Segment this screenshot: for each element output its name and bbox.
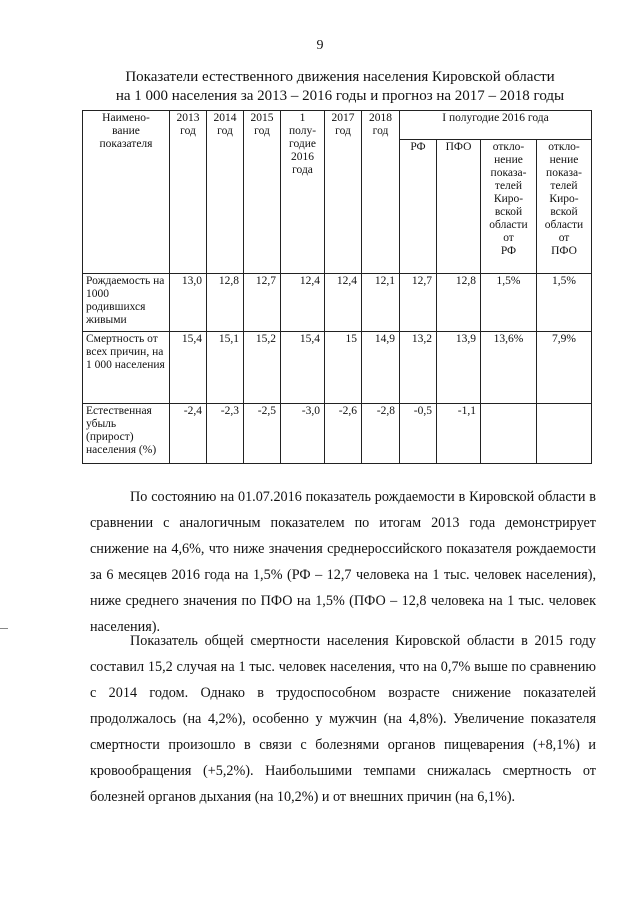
subheader-pfo: ПФО (437, 140, 481, 274)
paragraph-mortality (90, 628, 596, 810)
paragraph-text: Показатель общей смертности населения Кировской области в 2015 году составил 15,2 случая на 1 тыс. человек населения, что на 0,7% выше по сравнению с 2014 годом. Однако в трудоспособном возрасте снижение показателей продолжалось (на 4,2%), особенно у мужчин (на 4,8%). Увеличение показателя смертности произошло в связи с болезнями органов пищеварения (+8,1%) и кровообращения (+5,2%). Наибольшими темпами снижалась смертность от болезней органов дыхания (на 10,2%) и от внешних причин (на 6,1%). (90, 633, 596, 805)
header-group-half-2016: I полугодие 2016 года (400, 111, 592, 140)
table-cell: 13,2 (400, 332, 437, 404)
table-title (60, 68, 620, 106)
stats-table (82, 110, 592, 464)
table-cell: 13,9 (437, 332, 481, 404)
row-label-birth-rate: Рождаемость на 1000 родившихся живыми (83, 274, 170, 332)
table-cell: 12,8 (207, 274, 244, 332)
table-cell: 15,1 (207, 332, 244, 404)
table-cell: -1,1 (437, 404, 481, 464)
header-year-2017: 2017 год (325, 111, 362, 274)
header-year-2014: 2014 год (207, 111, 244, 274)
table-cell: 14,9 (362, 332, 400, 404)
table-cell: 1,5% (537, 274, 592, 332)
paragraph-birth-rate (90, 484, 596, 640)
scan-mark (0, 628, 8, 629)
table-cell: 1,5% (481, 274, 537, 332)
table-cell: 15,2 (244, 332, 281, 404)
header-year-2013: 2013 год (170, 111, 207, 274)
row-label-mortality: Смертность от всех причин, на 1 000 населения (83, 332, 170, 404)
header-year-2018: 2018 год (362, 111, 400, 274)
table-cell: 12,1 (362, 274, 400, 332)
header-indicator-name: Наимено- вание показателя (83, 111, 170, 274)
paragraph-text: По состоянию на 01.07.2016 показатель рождаемости в Кировской области в сравнении с аналогичным показателем по итогам 2013 года демонстрирует снижение на 4,6%, что ниже значения среднероссийского показателя рождаемости за 6 месяцев 2016 года на 1,5% (РФ – 12,7 человека на 1 тыс. человек населения), ниже среднего значения по ПФО на 1,5% (ПФО – 12,8 человека на 1 тыс. человек населения). (90, 489, 596, 635)
header-year-2015: 2015 год (244, 111, 281, 274)
table-cell: 12,7 (244, 274, 281, 332)
subheader-deviation-rf: откло- нение показа- телей Киро- вской области от РФ (481, 140, 537, 274)
table-cell: 13,6% (481, 332, 537, 404)
page-number: 9 (316, 38, 324, 53)
table-row (83, 274, 592, 332)
table-cell: -2,8 (362, 404, 400, 464)
table-cell: 15 (325, 332, 362, 404)
subheader-rf: РФ (400, 140, 437, 274)
table-cell: 7,9% (537, 332, 592, 404)
table-cell (481, 404, 537, 464)
row-label-natural-decline: Естественная убыль (прирост) населения (%) (83, 404, 170, 464)
table-cell: 13,0 (170, 274, 207, 332)
table-cell: 15,4 (170, 332, 207, 404)
header-half-2016: 1 полу- годие 2016 года (281, 111, 325, 274)
table-row (83, 332, 592, 404)
title-line-2: на 1 000 населения за 2013 – 2016 годы и прогноз на 2017 – 2018 годы (115, 88, 565, 104)
table-cell: 12,8 (437, 274, 481, 332)
table-cell (537, 404, 592, 464)
table-cell: -2,3 (207, 404, 244, 464)
subheader-deviation-pfo: откло- нение показа- телей Киро- вской области от ПФО (537, 140, 592, 274)
table-cell: -0,5 (400, 404, 437, 464)
table-cell: 15,4 (281, 332, 325, 404)
table-cell: -2,5 (244, 404, 281, 464)
table-row (83, 404, 592, 464)
table-cell: -2,4 (170, 404, 207, 464)
header-row (83, 111, 592, 140)
table-cell: -3,0 (281, 404, 325, 464)
title-line-1: Показатели естественного движения населения Кировской области (125, 69, 555, 85)
table-cell: 12,7 (400, 274, 437, 332)
table-cell: 12,4 (281, 274, 325, 332)
table-cell: -2,6 (325, 404, 362, 464)
table-cell: 12,4 (325, 274, 362, 332)
